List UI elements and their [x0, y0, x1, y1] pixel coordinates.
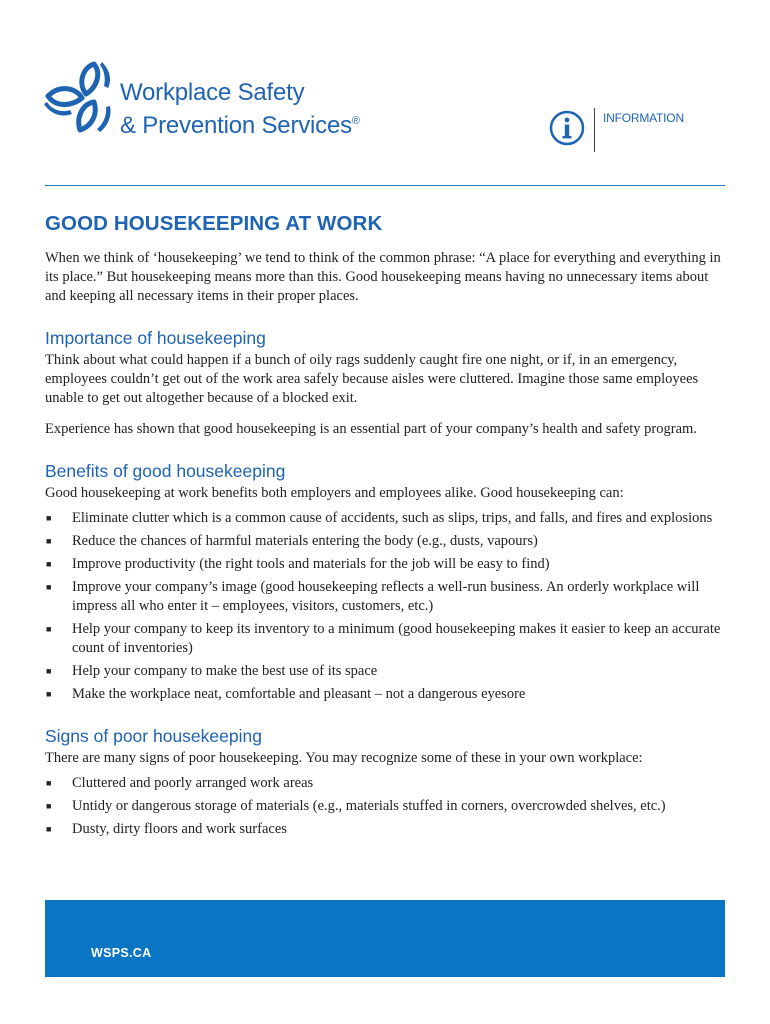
page-title: GOOD HOUSEKEEPING AT WORK — [45, 212, 383, 235]
bullet-icon: ■ — [46, 824, 52, 834]
list-item: ■ Improve productivity (the right tools and materials for the job will be easy to find) — [46, 556, 550, 572]
list-item: ■ Reduce the chances of harmful materials entering the body (e.g., dusts, vapours) — [46, 533, 538, 549]
benefits-intro: Good housekeeping at work benefits both employers and employees alike. Good housekeeping can: — [45, 485, 624, 501]
list-item: ■ Eliminate clutter which is a common cause of accidents, such as slips, trips, and falls, and fires and explosions — [46, 510, 713, 526]
bullet-icon: ■ — [46, 801, 52, 811]
list-item: ■ Cluttered and poorly arranged work areas — [46, 775, 314, 791]
section-heading-benefits: Benefits of good housekeeping — [45, 461, 286, 481]
bullet-icon: ■ — [46, 559, 52, 569]
bullet-icon: ■ — [46, 513, 52, 523]
list-item: ■ Help your company to keep its inventory to a minimum (good housekeeping makes it easier to keep an accurate count of inventories) — [46, 621, 721, 656]
bullet-icon: ■ — [46, 582, 52, 592]
document-body — [45, 212, 727, 843]
benefits-list — [45, 509, 727, 704]
importance-paragraph-1: Think about what could happen if a bunch of oily rags suddenly caught fire one night, or if, in an emergency, employees couldn’t get out of the work area safely because aisles were cluttered. Imagine those same employees unable to get out altogether because of a blocked exit. — [45, 352, 699, 406]
section-heading-importance: Importance of housekeeping — [45, 328, 266, 348]
information-label: INFORMATION — [603, 111, 684, 125]
intro-paragraph: When we think of ‘housekeeping’ we tend to think of the common phrase: “A place for everything and everything in its place.” But housekeeping means more than this. Good housekeeping means having no unnecessary items about and keeping all necessary items in their proper places. — [45, 250, 721, 304]
section-heading-signs: Signs of poor housekeeping — [45, 726, 262, 746]
wsps-logo-icon — [42, 58, 127, 138]
bullet-icon: ■ — [46, 536, 52, 546]
org-name-line2: & Prevention Services® — [120, 112, 360, 139]
info-circle-icon — [549, 110, 585, 146]
organization-name — [120, 78, 360, 140]
importance-paragraph-2: Experience has shown that good housekeeping is an essential part of your company’s health and safety program. — [45, 421, 697, 437]
signs-list — [45, 774, 727, 839]
info-divider — [594, 108, 595, 152]
list-item: ■ Help your company to make the best use of its space — [46, 663, 378, 679]
header-rule — [45, 185, 725, 186]
org-name-line1: Workplace Safety — [120, 79, 305, 106]
list-item: ■ Improve your company’s image (good housekeeping reflects a well-run business. An orderly workplace will impress all who enter it – employees, visitors, customers, etc.) — [46, 579, 700, 614]
registered-mark: ® — [351, 115, 360, 127]
website-link[interactable]: WSPS.CA — [91, 946, 152, 960]
footer-band — [45, 900, 725, 977]
list-item: ■ Make the workplace neat, comfortable and pleasant – not a dangerous eyesore — [46, 686, 526, 702]
bullet-icon: ■ — [46, 624, 52, 634]
signs-intro: There are many signs of poor housekeeping. You may recognize some of these in your own workplace: — [45, 750, 643, 766]
list-item: ■ Dusty, dirty floors and work surfaces — [46, 821, 287, 837]
bullet-icon: ■ — [46, 689, 52, 699]
list-item: ■ Untidy or dangerous storage of materials (e.g., materials stuffed in corners, overcrowded shelves, etc.) — [46, 798, 666, 814]
bullet-icon: ■ — [46, 778, 52, 788]
bullet-icon: ■ — [46, 666, 52, 676]
